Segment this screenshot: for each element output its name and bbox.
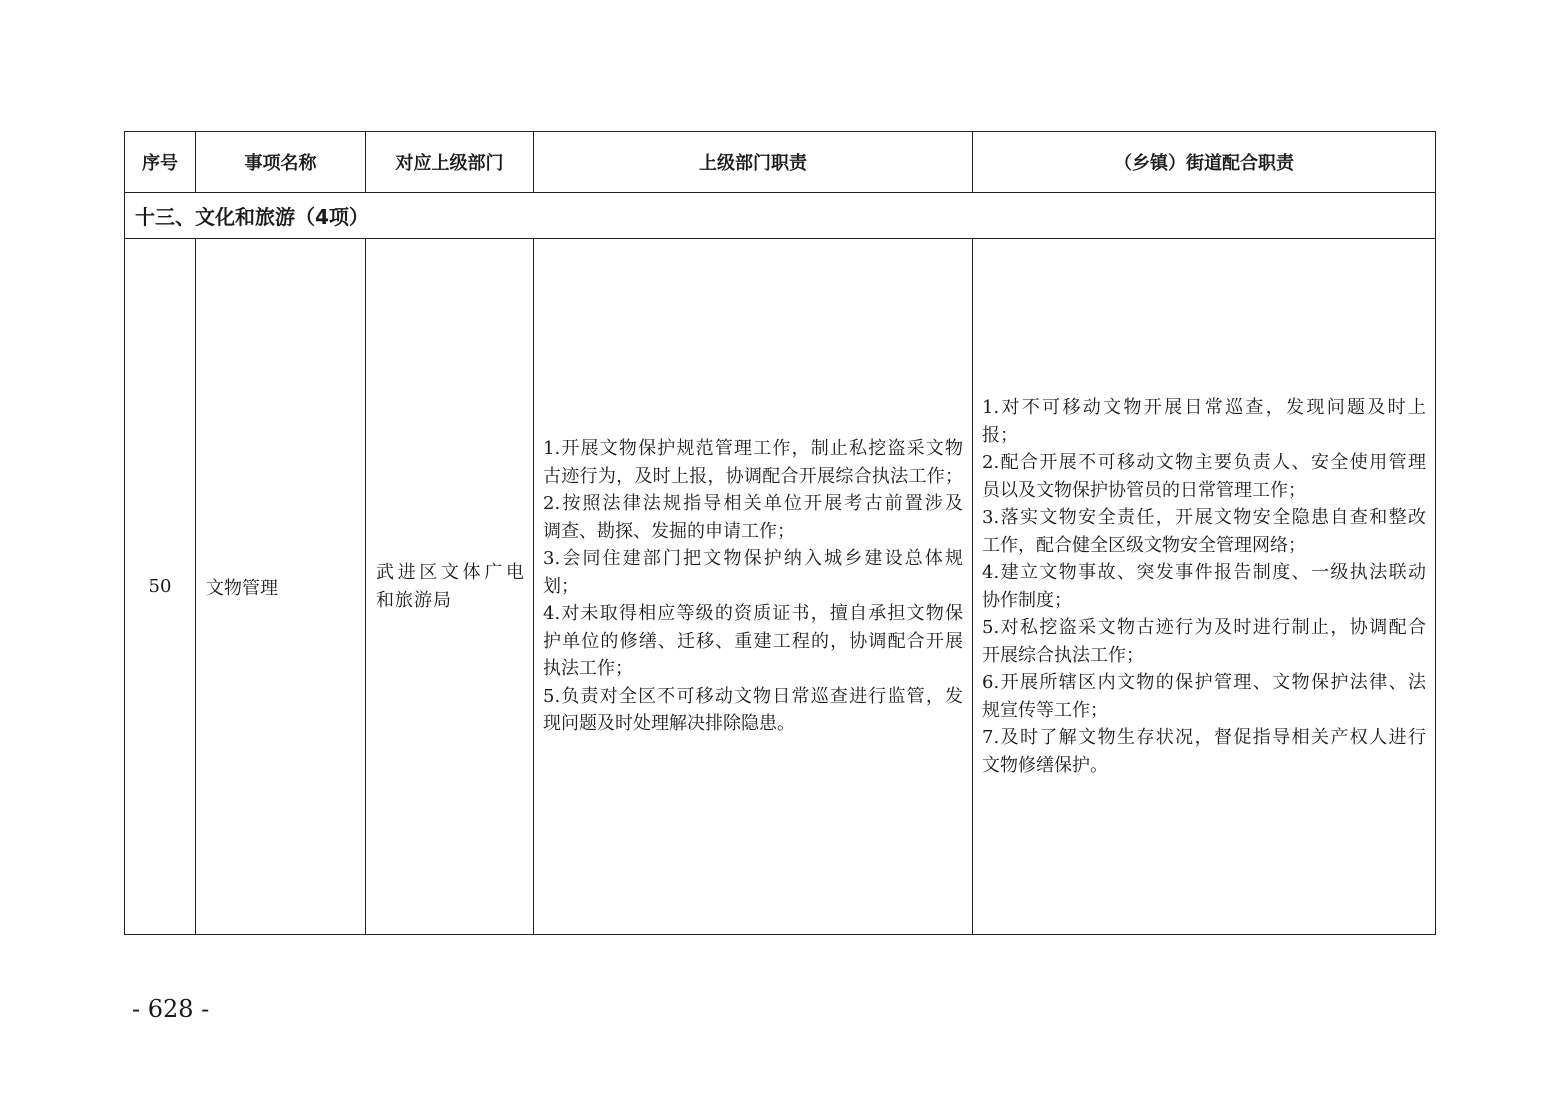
street-duty-line: 员以及文物保护协管员的日常管理工作；	[982, 479, 1306, 501]
header-upper-duties: 上级部门职责	[534, 132, 973, 193]
upper-duty-line: 1.开展文物保护规范管理工作，制止私挖盗采文物	[543, 438, 963, 460]
page-number: - 628 -	[132, 995, 210, 1023]
upper-duty-line: 3.会同住建部门把文物保护纳入城乡建设总体规	[543, 548, 963, 570]
upper-duty-line: 4.对未取得相应等级的资质证书，擅自承担文物保	[543, 603, 963, 625]
street-duty-line: 1.对不可移动文物开展日常巡查，发现问题及时上	[982, 397, 1426, 418]
street-duty-line: 规宣传等工作；	[982, 699, 1108, 721]
row-street-duties	[973, 239, 1436, 935]
table-header-row	[125, 132, 1436, 193]
street-duty-line: 2.配合开展不可移动文物主要负责人、安全使用管理	[982, 452, 1426, 473]
upper-duty-line: 古迹行为，及时上报，协调配合开展综合执法工作；	[543, 465, 963, 487]
section-row	[125, 193, 1436, 239]
header-serial-number: 序号	[125, 132, 196, 193]
street-duty-line: 协作制度；	[982, 589, 1072, 611]
street-duty-line: 5.对私挖盗采文物古迹行为及时进行制止，协调配合	[982, 617, 1426, 638]
row-item-name: 文物管理	[196, 239, 366, 935]
upper-duty-line: 护单位的修缮、迁移、重建工程的，协调配合开展	[543, 630, 963, 652]
upper-duty-line: 调查、勘探、发掘的申请工作；	[543, 520, 795, 542]
street-duty-line: 3.落实文物安全责任，开展文物安全隐患自查和整改	[982, 507, 1426, 528]
upper-duty-line: 划；	[543, 575, 579, 597]
upper-duty-line: 执法工作；	[543, 658, 633, 680]
header-street-duties: （乡镇）街道配合职责	[973, 132, 1436, 193]
header-item-name: 事项名称	[196, 132, 366, 193]
street-duty-line: 工作，配合健全区级文物安全管理网络；	[982, 534, 1306, 556]
header-upper-department: 对应上级部门	[366, 132, 534, 193]
row-number: 50	[125, 239, 196, 935]
street-duty-line: 4.建立文物事故、突发事件报告制度、一级执法联动	[982, 562, 1426, 583]
street-duty-line: 报；	[982, 424, 1018, 446]
table-row	[125, 239, 1436, 935]
street-duty-line: 开展综合执法工作；	[982, 644, 1144, 666]
street-duty-line: 6.开展所辖区内文物的保护管理、文物保护法律、法	[982, 672, 1426, 693]
responsibility-table	[124, 131, 1436, 935]
row-upper-duties	[534, 239, 973, 935]
row-upper-department	[366, 239, 534, 935]
upper-duty-line: 2.按照法律法规指导相关单位开展考古前置涉及	[543, 493, 963, 515]
upper-duty-line: 5.负责对全区不可移动文物日常巡查进行监管，发	[543, 685, 963, 707]
street-duty-line: 文物修缮保护。	[982, 754, 1108, 776]
dept-line: 和旅游局	[376, 589, 452, 611]
street-duty-line: 7.及时了解文物生存状况，督促指导相关产权人进行	[982, 727, 1426, 748]
dept-line: 武进区文体广电	[376, 562, 525, 583]
upper-duty-line: 现问题及时处理解决排除隐患。	[543, 713, 795, 735]
section-title: 十三、文化和旅游（4项）	[125, 193, 1436, 239]
